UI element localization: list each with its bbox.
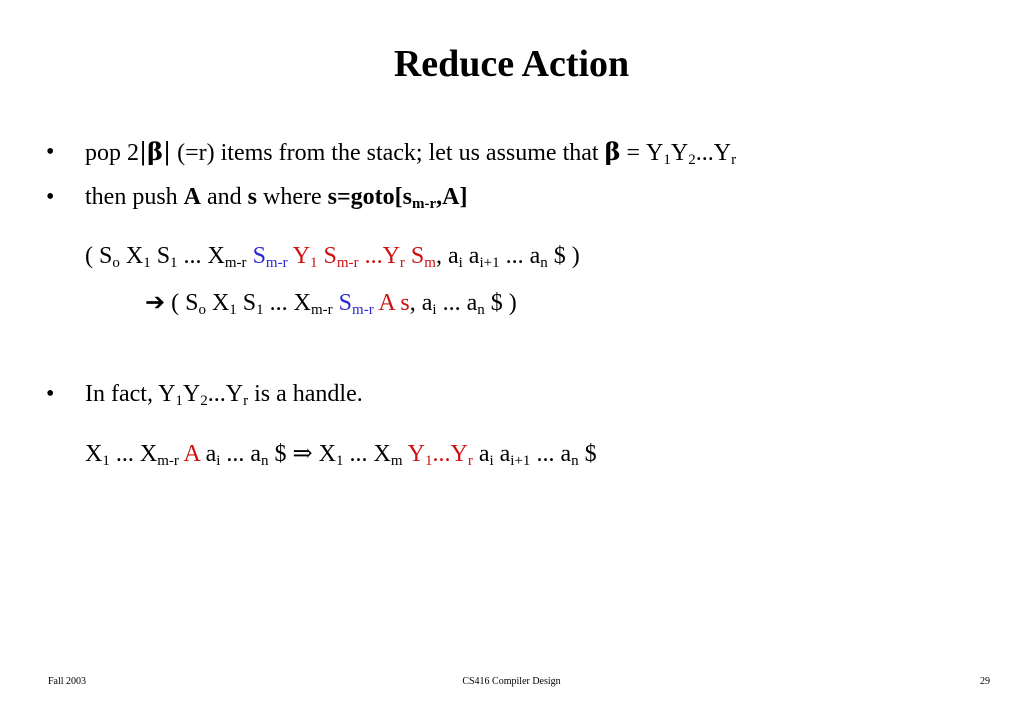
- bullet-2-marker: •: [46, 184, 55, 210]
- right-arrow-icon: ➔: [145, 288, 166, 316]
- footer-page-number: 29: [980, 676, 990, 687]
- derivation-line: $X_1$ ... $X_{m-r}$ A $a_i$ ... $a_n$ $ ⇒ $X_1$ ... $X_m$ $Y_1...Y_r$ $a_i$ $a_{i+1}$ ... $a_n$ $: [85, 439, 597, 469]
- slide-title: Reduce Action: [393, 43, 630, 85]
- bullet-3-marker: •: [46, 381, 55, 407]
- bullet-3-text: In fact, $Y_1Y_2...Y_r$ is a handle.: [85, 381, 363, 409]
- bullet-1-marker: •: [46, 139, 55, 165]
- footer-date: Fall 2003: [48, 676, 87, 687]
- bullet-2-text: then push A and s where $s=goto[s_{m-r},A]$: [85, 184, 468, 212]
- implies-icon: ⇒: [292, 439, 313, 467]
- footer-course: CS416 Compiler Design: [462, 676, 561, 687]
- configuration-after: ➔ ( $S_o$ $X_1$ $S_1$ ... $X_{m-r}$ $S_{m-r}$ A s, $a_i$ ... $a_n$ $ ): [145, 288, 517, 318]
- bullet-1-text: pop 2|β| (=r) items from the stack; let us assume that $\beta = Y_1Y_2...Y_r$: [85, 137, 737, 168]
- configuration-before: ( $S_o$ $X_1$ $S_1$ ... $X_{m-r}$ $S_{m-r}$ $Y_1$ $S_{m-r}$ $...Y_r$ $S_m$, $a_i$ $a_{i+1}$ ... $a_n$ $ ): [85, 243, 580, 271]
